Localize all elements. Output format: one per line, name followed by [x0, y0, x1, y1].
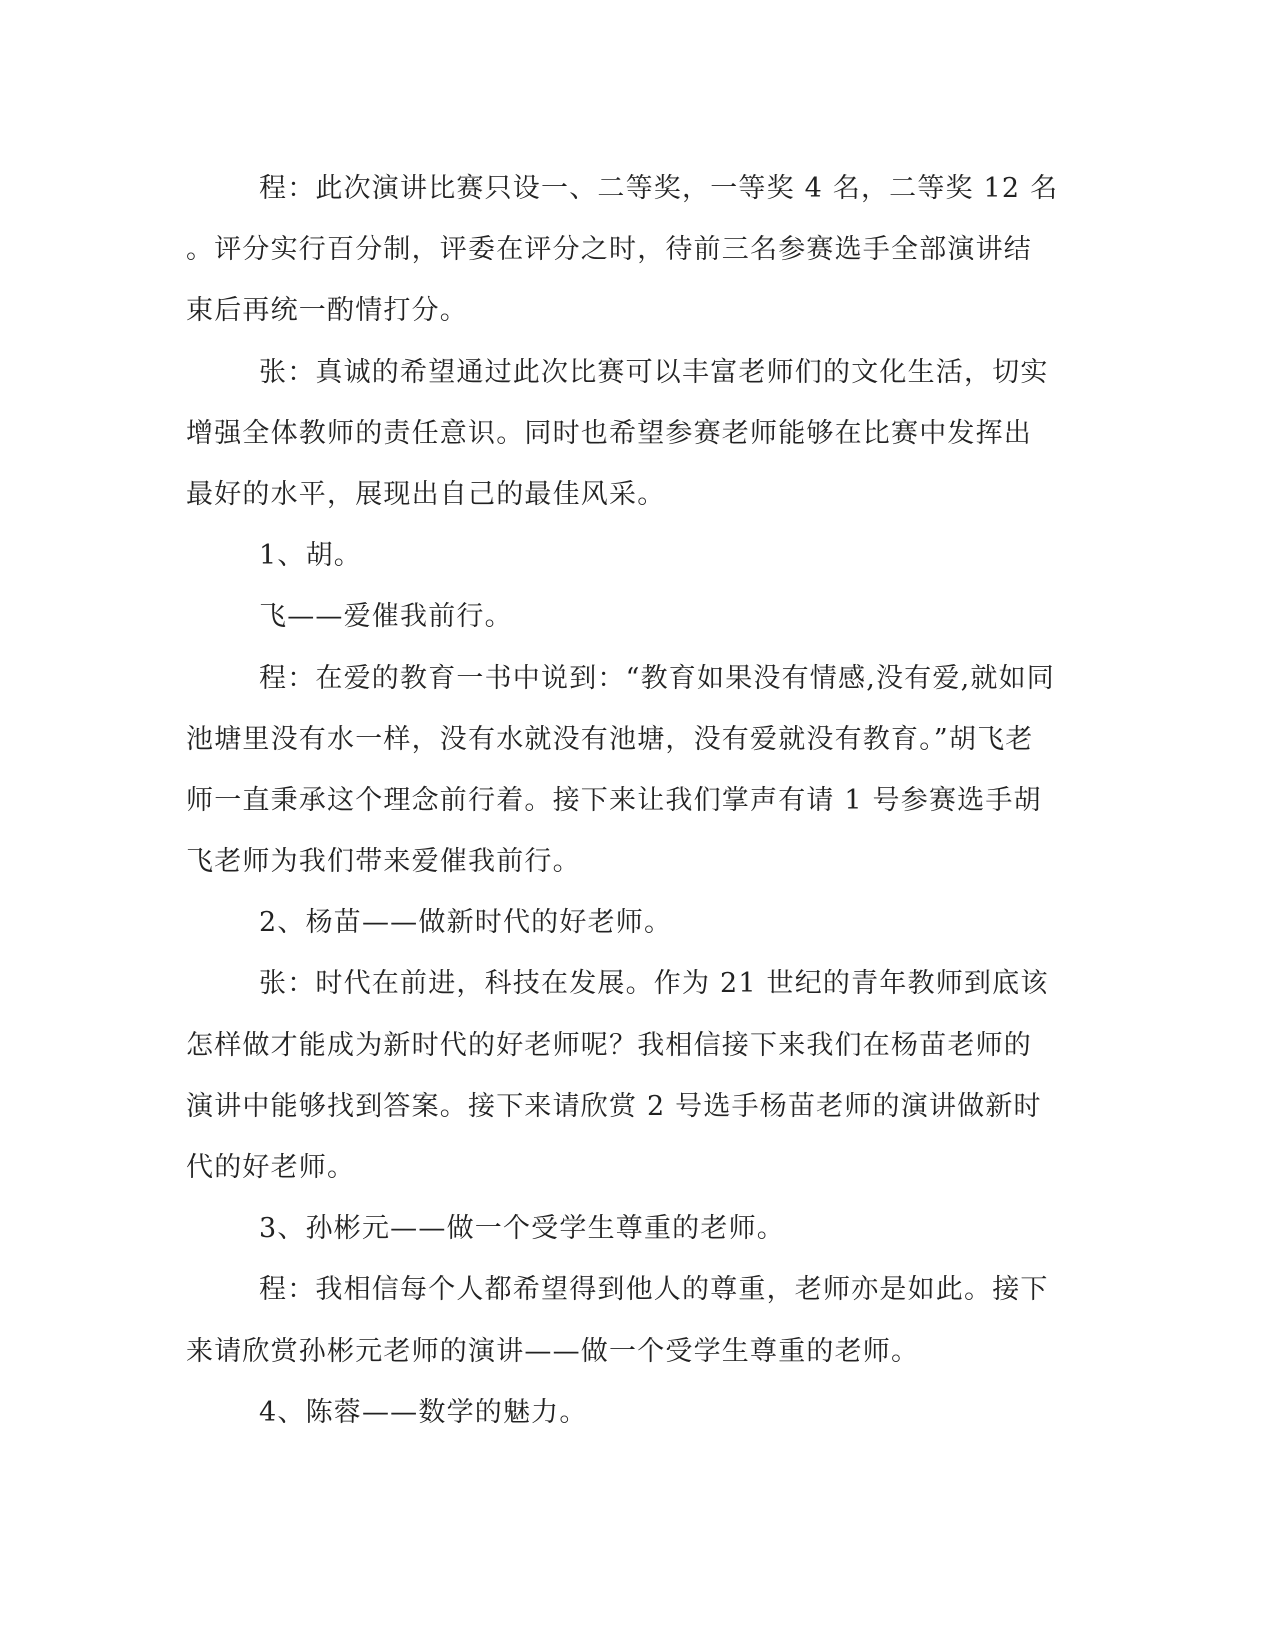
- text-line: 程：我相信每个人都希望得到他人的尊重，老师亦是如此。接下: [259, 1274, 1049, 1306]
- text-line: 张：时代在前进，科技在发展。作为 21 世纪的青年教师到底该: [259, 968, 1049, 1000]
- text-line: 张：真诚的希望通过此次比赛可以丰富老师们的文化生活，切实: [259, 356, 1049, 388]
- text-line: 。评分实行百分制，评委在评分之时，待前三名参赛选手全部演讲结: [186, 234, 1032, 266]
- text-line: 飞老师为我们带来爱催我前行。: [186, 846, 581, 878]
- text-line: 4、陈蓉——数学的魅力。: [259, 1396, 588, 1428]
- text-line: 束后再统一酌情打分。: [186, 295, 468, 327]
- text-line: 怎样做才能成为新时代的好老师呢？我相信接下来我们在杨苗老师的: [186, 1029, 1032, 1061]
- text-line: 程：在爱的教育一书中说到：“教育如果没有情感,没有爱,就如同: [259, 662, 1055, 694]
- text-line: 池塘里没有水一样，没有水就没有池塘，没有爱就没有教育。”胡飞老: [186, 723, 1034, 755]
- text-line: 师一直秉承这个理念前行着。接下来让我们掌声有请 1 号参赛选手胡: [186, 784, 1042, 816]
- text-line: 程：此次演讲比赛只设一、二等奖，一等奖 4 名，二等奖 12 名: [259, 173, 1059, 204]
- text-line: 1、胡。: [259, 540, 362, 572]
- text-line: 增强全体教师的责任意识。同时也希望参赛老师能够在比赛中发挥出: [186, 417, 1032, 449]
- document-body: [186, 158, 1066, 1443]
- text-line: 飞——爱催我前行。: [259, 601, 513, 633]
- text-line: 2、杨苗——做新时代的好老师。: [259, 907, 673, 939]
- text-line: 代的好老师。: [186, 1152, 356, 1183]
- text-line: 演讲中能够找到答案。接下来请欣赏 2 号选手杨苗老师的演讲做新时: [186, 1090, 1042, 1122]
- text-line: 3、孙彬元——做一个受学生尊重的老师。: [259, 1213, 785, 1245]
- text-line: 来请欣赏孙彬元老师的演讲——做一个受学生尊重的老师。: [186, 1335, 920, 1367]
- text-line: 最好的水平，展现出自己的最佳风采。: [186, 478, 666, 510]
